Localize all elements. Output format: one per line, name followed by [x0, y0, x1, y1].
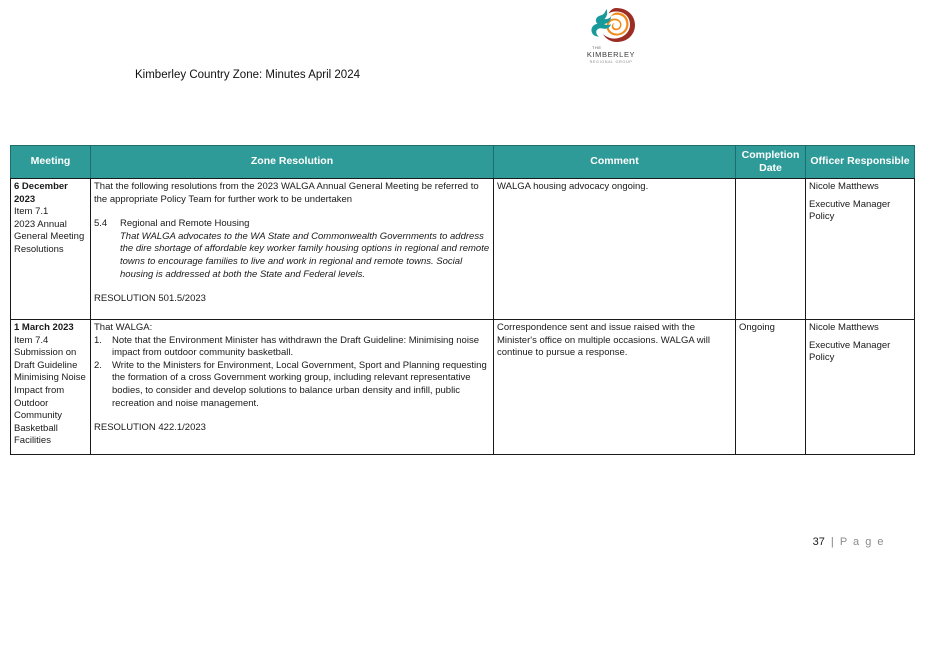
resolution-cell	[91, 179, 494, 320]
list-marker: 1.	[94, 334, 102, 346]
logo-text-regional-group: REGIONAL GROUP	[589, 60, 633, 64]
resolution-cell	[91, 320, 494, 455]
resolution-intro: That WALGA:	[94, 322, 153, 333]
list-text: Write to the Ministers for Environment, Local Government, Sport and Planning requesting the formation of a cross Government working group, including relevant representative bodies, to consider and develop solutions to balance urban density and infill, public recreation and noise management.	[112, 359, 487, 409]
logo-text-the: THE	[592, 45, 602, 50]
clause-number: 5.4	[94, 218, 108, 230]
table-header-row	[11, 146, 915, 179]
meeting-subject: Submission on Draft Guideline Minimising Noise Impact from Outdoor Community Basketball Facilities	[14, 347, 86, 447]
resolution-intro: That the following resolutions from the 2023 WALGA Annual General Meeting be referred to the appropriate Policy Team for further work to be undertaken	[94, 181, 479, 205]
page-title: Kimberley Country Zone: Minutes April 2024	[135, 69, 360, 81]
table-row	[11, 320, 915, 455]
officer-title: Executive Manager Policy	[809, 339, 891, 364]
resolution-reference: RESOLUTION 422.1/2023	[94, 422, 206, 434]
meeting-date: 1 March 2023	[14, 322, 74, 333]
minutes-table	[10, 145, 915, 455]
list-marker: 2.	[94, 359, 102, 371]
meeting-cell	[11, 320, 91, 455]
officer-cell	[806, 320, 915, 455]
kimberley-regional-group-logo	[583, 7, 639, 64]
clause-title: Regional and Remote Housing	[120, 218, 250, 230]
resolution-clause	[94, 218, 490, 231]
footer-page-label: P a g e	[839, 536, 885, 548]
officer-name: Nicole Matthews	[809, 181, 879, 192]
column-header-completion: Completion Date	[736, 146, 806, 179]
page-number: 37	[812, 536, 825, 548]
column-header-resolution: Zone Resolution	[91, 146, 494, 179]
resolution-list-item	[94, 335, 490, 360]
logo-text-kimberley: KIMBERLEY	[586, 50, 636, 59]
footer-separator: |	[830, 536, 834, 548]
resolution-reference: RESOLUTION 501.5/2023	[94, 293, 206, 305]
list-text: Note that the Environment Minister has withdrawn the Draft Guideline: Minimising noise impact from outdoor community basketball.	[112, 334, 479, 359]
meeting-date: 6 December 2023	[14, 181, 68, 205]
logo-swirl-icon	[586, 7, 636, 44]
meeting-item: Item 7.1	[14, 206, 49, 218]
resolution-list-item	[94, 360, 490, 410]
clause-body: That WALGA advocates to the WA State and Commonwealth Governments to address the dire shortage of affordable key worker family housing options in regional and remote towns to encourage families to live and work in regional and remote towns. Social housing is addressed at both the State and Federal levels.	[120, 230, 490, 280]
officer-cell	[806, 179, 915, 320]
column-header-comment: Comment	[494, 146, 736, 179]
officer-name: Nicole Matthews	[809, 322, 879, 333]
meeting-item: Item 7.4	[14, 334, 49, 346]
meeting-subject: 2023 Annual General Meeting Resolutions	[14, 218, 85, 255]
meeting-cell	[11, 179, 91, 320]
comment-cell: WALGA housing advocacy ongoing.	[494, 179, 736, 320]
table-row	[11, 179, 915, 320]
page-footer	[813, 536, 885, 548]
completion-date-cell: Ongoing	[736, 320, 806, 455]
officer-title: Executive Manager Policy	[809, 198, 891, 223]
column-header-officer: Officer Responsible	[806, 146, 915, 179]
column-header-meeting: Meeting	[11, 146, 91, 179]
completion-date-cell	[736, 179, 806, 320]
comment-cell: Correspondence sent and issue raised with the Minister's office on multiple occasions. WALGA will continue to pursue a response.	[494, 320, 736, 455]
